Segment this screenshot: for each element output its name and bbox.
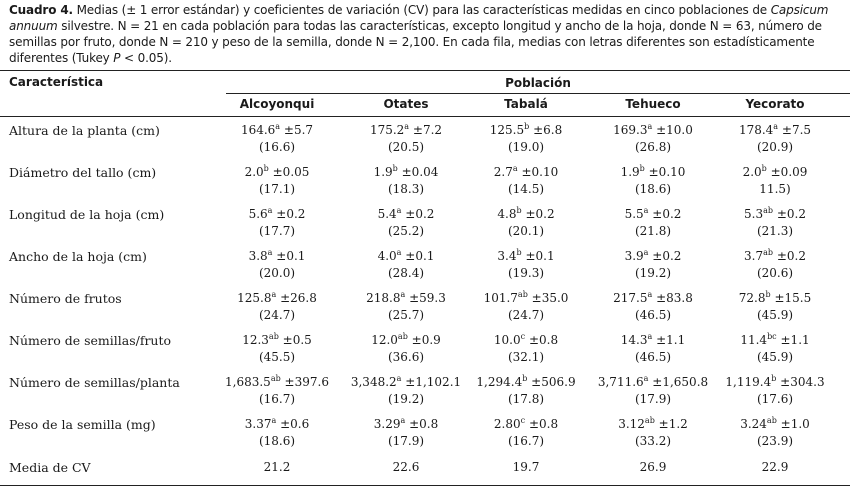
table-cell-mean — [456, 123, 596, 137]
mean-value: 1,119.4 — [725, 375, 772, 389]
mean-value: 3.29 — [373, 417, 401, 431]
cv-value: (16.6) — [258, 140, 296, 154]
significance-letter: b — [263, 164, 269, 173]
standard-error: ±0.8 — [409, 417, 439, 431]
standard-error: ±1.2 — [658, 417, 688, 431]
table-cell-mean — [456, 375, 596, 389]
standard-error: ±0.8 — [528, 417, 559, 431]
cv-value: (45.9) — [756, 350, 794, 364]
mean-value: 1.9 — [373, 165, 393, 179]
significance-letter: a — [647, 332, 653, 341]
mean-value: 5.6 — [248, 207, 268, 221]
table-cell-mean — [583, 249, 723, 263]
table-cell-mean — [207, 375, 347, 389]
table-cell-mean — [456, 291, 596, 305]
table-cell-mean — [583, 123, 723, 137]
standard-error: ±0.2 — [276, 207, 306, 221]
standard-error: ±0.8 — [528, 333, 559, 347]
mean-value: 5.4 — [377, 207, 397, 221]
caption-species: Capsicum annuum — [9, 3, 829, 33]
significance-letter: ab — [517, 290, 528, 299]
mean-value: 2.7 — [493, 165, 513, 179]
cv-value: (19.2) — [387, 392, 425, 406]
cv-value: (24.7) — [507, 308, 545, 322]
significance-letter: a — [400, 416, 406, 425]
table-cell-mean — [207, 207, 347, 221]
standard-error: ±15.5 — [774, 291, 812, 305]
table-cell-mean — [336, 165, 476, 179]
cv-value: (20.1) — [507, 224, 545, 238]
mean-value: 1,683.5 — [225, 375, 271, 389]
significance-letter: a — [647, 122, 653, 131]
standard-error: ±7.5 — [781, 123, 812, 137]
cv-value: (21.8) — [634, 224, 672, 238]
cv-value: (24.7) — [258, 308, 296, 322]
mean-value: 3.4 — [497, 249, 517, 263]
table-cell-mean — [336, 249, 476, 263]
cv-value: (20.9) — [756, 140, 794, 154]
standard-error: ±506.9 — [531, 375, 576, 389]
table-cell-mean — [336, 123, 476, 137]
significance-letter: ab — [268, 332, 279, 341]
cv-value: (18.3) — [387, 182, 425, 196]
table-cell-mean — [456, 417, 596, 431]
significance-letter: ab — [270, 374, 281, 383]
cv-value: (25.7) — [387, 308, 425, 322]
cv-value: (46.5) — [634, 308, 672, 322]
standard-error: ±26.8 — [280, 291, 317, 305]
significance-letter: bc — [767, 332, 777, 341]
cv-value: (26.8) — [634, 140, 672, 154]
cv-mean-label: Media de CV — [9, 460, 91, 475]
standard-error: ±0.2 — [652, 207, 682, 221]
significance-letter: ab — [397, 332, 408, 341]
mean-value: 3.9 — [624, 249, 644, 263]
standard-error: ±35.0 — [531, 291, 569, 305]
standard-error: ±0.2 — [405, 207, 435, 221]
table-cell-mean — [336, 207, 476, 221]
standard-error: ±0.04 — [401, 165, 439, 179]
significance-letter: b — [524, 122, 530, 131]
mean-value: 3.7 — [744, 249, 764, 263]
row-label: Diámetro del tallo (cm) — [9, 165, 157, 180]
column-header-tabalá: Tabalá — [504, 97, 548, 111]
standard-error: ±0.2 — [525, 207, 555, 221]
cv-value: (28.4) — [387, 266, 425, 280]
standard-error: ±7.2 — [412, 123, 443, 137]
standard-error: ±0.10 — [648, 165, 686, 179]
standard-error: ±0.1 — [405, 249, 435, 263]
cv-value: (17.8) — [507, 392, 545, 406]
significance-letter: ab — [766, 416, 777, 425]
standard-error: ±0.10 — [521, 165, 559, 179]
mean-value: 125.5 — [489, 123, 525, 137]
cv-value: (21.3) — [756, 224, 794, 238]
table-cell-mean — [583, 207, 723, 221]
table-cell-mean — [336, 375, 476, 389]
significance-letter: b — [516, 206, 522, 215]
table-cell-mean — [207, 165, 347, 179]
table-cell-mean — [207, 291, 347, 305]
caption-text-b: silvestre. N = 21 en cada población para todas las características, excepto longitud y ancho de la hoja, donde N = 63, número de semillas por fruto, donde N = 210 y peso de la semilla, donde N = 2,100. En cada fila, medias con letras diferentes son estadísticamente diferentes (Tukey — [9, 19, 822, 65]
table-cell-mean — [583, 165, 723, 179]
standard-error: ±0.6 — [280, 417, 310, 431]
significance-letter: ab — [644, 416, 655, 425]
mean-value: 12.3 — [242, 333, 269, 347]
table-caption — [9, 2, 839, 66]
table-cell-mean — [705, 207, 845, 221]
mean-value: 3,348.2 — [350, 375, 397, 389]
table-cell-mean — [456, 333, 596, 347]
table-cell-mean — [705, 123, 845, 137]
standard-error: ±0.5 — [282, 333, 312, 347]
table-cell-mean — [207, 417, 347, 431]
mean-value: 2.0 — [244, 165, 264, 179]
cv-value: (45.5) — [258, 350, 296, 364]
standard-error: ±83.8 — [656, 291, 693, 305]
table-cell-mean — [207, 333, 347, 347]
mean-value: 4.8 — [497, 207, 517, 221]
significance-letter: a — [643, 374, 649, 383]
table-cell-mean — [583, 333, 723, 347]
cv-value: (32.1) — [507, 350, 545, 364]
significance-letter: a — [400, 290, 406, 299]
header-bottom-rule — [0, 116, 850, 117]
mean-value: 3.37 — [244, 417, 272, 431]
cv-mean-value: 19.7 — [512, 460, 540, 474]
table-cell-mean — [456, 249, 596, 263]
cv-mean-value: 22.9 — [761, 460, 789, 474]
row-label: Peso de la semilla (mg) — [9, 417, 156, 432]
cv-mean-value: 21.2 — [263, 460, 291, 474]
significance-letter: a — [404, 122, 410, 131]
standard-error: ±0.2 — [776, 249, 806, 263]
significance-letter: b — [639, 164, 645, 173]
column-header-tehueco: Tehueco — [625, 97, 681, 111]
column-header-alcoyonqui: Alcoyonqui — [239, 97, 315, 111]
significance-letter: b — [392, 164, 398, 173]
standard-error: ±1.1 — [780, 333, 810, 347]
significance-letter: a — [773, 122, 779, 131]
cv-value: (20.5) — [387, 140, 425, 154]
caption-text-c: < 0.05). — [120, 51, 172, 65]
row-label: Número de semillas/fruto — [9, 333, 172, 348]
mean-value: 3.24 — [740, 417, 767, 431]
significance-letter: a — [271, 416, 277, 425]
caption-text-a: Medias (± 1 error estándar) y coeficientes de variación (CV) para las características medidas en cinco poblaciones de — [72, 3, 771, 17]
column-header-otates: Otates — [383, 97, 429, 111]
cv-value: (45.9) — [756, 308, 794, 322]
table-cell-mean — [705, 249, 845, 263]
significance-letter: a — [643, 206, 649, 215]
significance-letter: c — [520, 416, 526, 425]
standard-error: ±0.2 — [776, 207, 806, 221]
cv-value: (33.2) — [634, 434, 672, 448]
significance-letter: ab — [763, 206, 773, 215]
caption-p-symbol: P — [113, 51, 121, 65]
cv-mean-value: 26.9 — [639, 460, 667, 474]
mean-value: 218.8 — [366, 291, 401, 305]
table-cell-mean — [456, 207, 596, 221]
significance-letter: a — [396, 374, 402, 383]
mean-value: 3.12 — [618, 417, 645, 431]
significance-letter: a — [396, 248, 402, 257]
mean-value: 175.2 — [369, 123, 405, 137]
significance-letter: b — [761, 164, 767, 173]
significance-letter: a — [267, 206, 273, 215]
mean-value: 125.8 — [237, 291, 272, 305]
cv-value: (17.9) — [634, 392, 672, 406]
mean-value: 1,294.4 — [476, 375, 523, 389]
table-cell-mean — [583, 291, 723, 305]
standard-error: ±304.3 — [780, 375, 825, 389]
cv-value: 11.5) — [759, 182, 791, 196]
mean-value: 14.3 — [620, 333, 648, 347]
standard-error: ±1.0 — [780, 417, 810, 431]
standard-error: ±0.1 — [525, 249, 555, 263]
table-cell-mean — [207, 123, 347, 137]
significance-letter: b — [522, 374, 528, 383]
cv-value: (16.7) — [258, 392, 296, 406]
significance-letter: b — [516, 248, 522, 257]
standard-error: ±0.1 — [276, 249, 306, 263]
significance-letter: c — [520, 332, 526, 341]
cv-value: (23.9) — [756, 434, 794, 448]
table-cell-mean — [705, 333, 845, 347]
cv-value: (46.5) — [634, 350, 672, 364]
cv-value: (18.6) — [634, 182, 672, 196]
row-label: Longitud de la hoja (cm) — [9, 207, 165, 222]
table-cell-mean — [456, 165, 596, 179]
cv-value: (16.7) — [507, 434, 545, 448]
mean-value: 1.9 — [620, 165, 640, 179]
significance-letter: a — [275, 122, 281, 131]
cv-value: (19.3) — [507, 266, 545, 280]
mean-value: 5.3 — [744, 207, 764, 221]
cv-value: (25.2) — [387, 224, 425, 238]
mean-value: 178.4 — [738, 123, 774, 137]
header-population: Población — [505, 76, 571, 90]
table-cell-mean — [705, 375, 845, 389]
mean-value: 5.5 — [624, 207, 644, 221]
row-label: Ancho de la hoja (cm) — [9, 249, 147, 264]
mean-value: 10.0 — [493, 333, 521, 347]
table-cell-mean — [705, 417, 845, 431]
mean-value: 2.80 — [493, 417, 521, 431]
significance-letter: b — [765, 290, 771, 299]
mean-value: 169.3 — [613, 123, 648, 137]
mean-value: 217.5 — [613, 291, 648, 305]
table-cell-mean — [705, 291, 845, 305]
cv-value: (19.0) — [507, 140, 545, 154]
mean-value: 101.7 — [483, 291, 518, 305]
cv-value: (17.1) — [258, 182, 296, 196]
standard-error: ±5.7 — [283, 123, 314, 137]
significance-letter: a — [643, 248, 649, 257]
population-span-rule — [226, 93, 850, 94]
cv-value: (17.9) — [387, 434, 425, 448]
row-label: Número de semillas/planta — [9, 375, 180, 390]
significance-letter: a — [271, 290, 277, 299]
standard-error: ±0.2 — [652, 249, 682, 263]
table-cell-mean — [583, 417, 723, 431]
table-cell-mean — [583, 375, 723, 389]
table-cell-mean — [336, 333, 476, 347]
table-cell-mean — [336, 291, 476, 305]
mean-value: 164.6 — [240, 123, 276, 137]
cv-value: (20.6) — [756, 266, 794, 280]
caption-label: Cuadro 4. — [9, 3, 73, 17]
mean-value: 2.0 — [742, 165, 762, 179]
cv-mean-value: 22.6 — [392, 460, 420, 474]
table-cell-mean — [705, 165, 845, 179]
cv-value: (20.0) — [258, 266, 296, 280]
standard-error: ±0.05 — [272, 165, 310, 179]
significance-letter: b — [771, 374, 777, 383]
mean-value: 72.8 — [738, 291, 766, 305]
mean-value: 3.8 — [248, 249, 268, 263]
row-label: Número de frutos — [9, 291, 122, 306]
table-top-rule — [0, 70, 850, 71]
significance-letter: ab — [763, 248, 773, 257]
cv-value: (19.2) — [634, 266, 672, 280]
cv-value: (18.6) — [258, 434, 296, 448]
significance-letter: a — [396, 206, 402, 215]
table-cell-mean — [207, 249, 347, 263]
cv-value: (17.6) — [756, 392, 794, 406]
mean-value: 3,711.6 — [597, 375, 644, 389]
standard-error: ±59.3 — [409, 291, 446, 305]
significance-letter: a — [647, 290, 653, 299]
table-cell-mean — [336, 417, 476, 431]
standard-error: ±0.9 — [411, 333, 441, 347]
significance-letter: a — [267, 248, 273, 257]
standard-error: ±1.1 — [656, 333, 686, 347]
mean-value: 12.0 — [371, 333, 398, 347]
standard-error: ±1,102.1 — [405, 375, 462, 389]
standard-error: ±397.6 — [284, 375, 329, 389]
table-bottom-rule — [0, 485, 850, 486]
standard-error: ±6.8 — [533, 123, 563, 137]
standard-error: ±0.09 — [770, 165, 808, 179]
cv-value: (17.7) — [258, 224, 296, 238]
cv-value: (36.6) — [387, 350, 425, 364]
cv-value: (14.5) — [507, 182, 545, 196]
standard-error: ±10.0 — [656, 123, 693, 137]
row-label: Altura de la planta (cm) — [9, 123, 160, 138]
column-header-yecorato: Yecorato — [745, 97, 805, 111]
mean-value: 11.4 — [740, 333, 768, 347]
mean-value: 4.0 — [377, 249, 397, 263]
significance-letter: a — [512, 164, 518, 173]
header-characteristic: Característica — [9, 75, 104, 89]
standard-error: ±1,650.8 — [652, 375, 709, 389]
